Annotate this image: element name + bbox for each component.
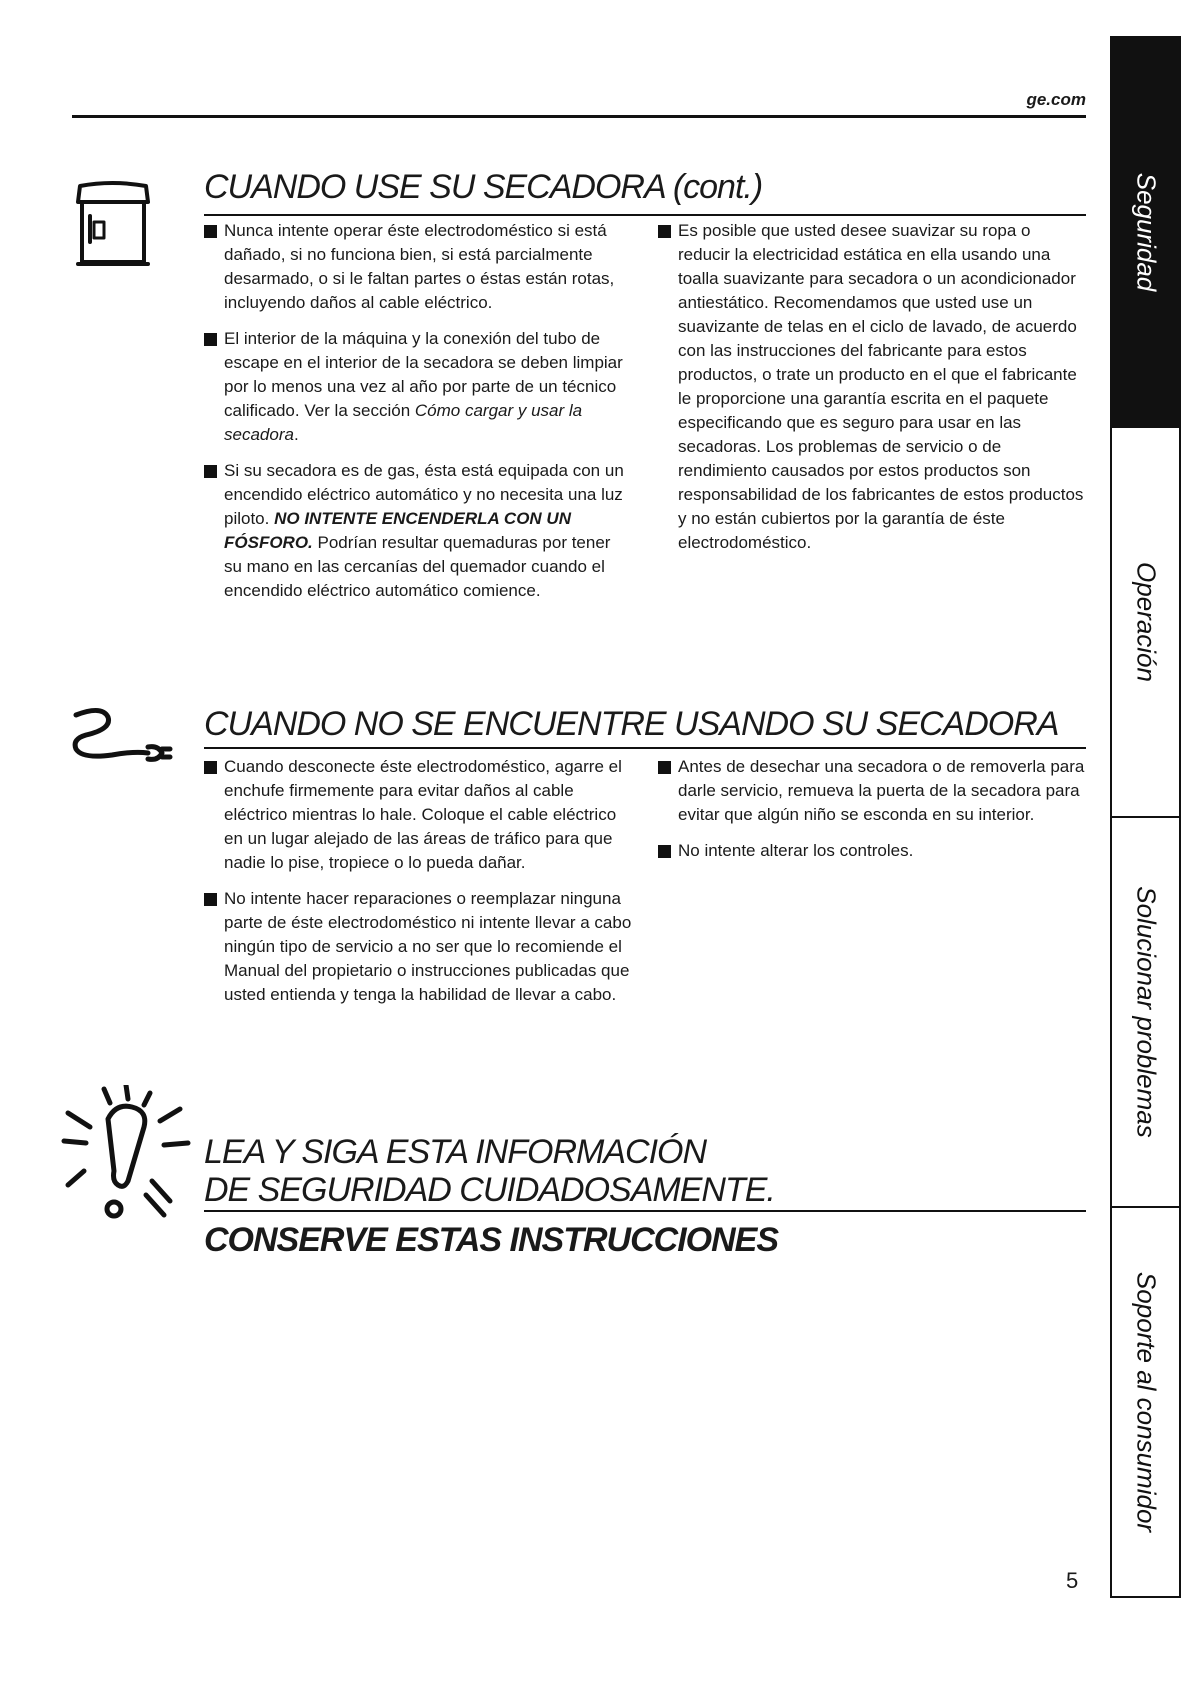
tab-operacion[interactable] [1110, 426, 1181, 818]
warning-rule [204, 1210, 1086, 1212]
left-column [204, 755, 632, 1019]
left-column [204, 219, 632, 615]
section-rule [204, 747, 1086, 749]
section-rule [204, 214, 1086, 216]
tab-seguridad[interactable] [1110, 36, 1181, 428]
caution-icon [60, 1085, 200, 1225]
page-number: 5 [1066, 1568, 1079, 1593]
bullet-item: Si su secadora es de gas, ésta está equipada con un encendido eléctrico automático y no necesita una luz piloto. NO INTENTE ENCENDERLA CON UN FÓSFORO. Podrían resultar quemaduras por tener su mano en las cercanías del quemador cuando el encendido eléctrico automático comience. [204, 459, 632, 603]
warning-line-2: DE SEGURIDAD CUIDADOSAMENTE. [204, 1171, 775, 1209]
right-column [658, 219, 1086, 567]
tab-label: Solucionar problemas [1131, 886, 1161, 1138]
bullet-item: Es posible que usted desee suavizar su ropa o reducir la electricidad estática en ella usando una toalla suavizante para secadora o un acondicionador antiestático. Recomendamos que usted use un suavizante de telas en el ciclo de lavado, de acuerdo con las instrucciones del fabricante para estos productos, o trate un producto en el que el fabricante le proporcione una garantía escrita en el paquete especificando que es seguro para usar en las secadoras. Los problemas de servicio o de rendimiento causados por estos productos son responsabilidad de los fabricantes de estos productos y no están cubiertos por la garantía de éste electrodoméstico. [658, 219, 1086, 555]
section-using-dryer [72, 168, 1086, 658]
tab-solucionar-problemas[interactable] [1110, 816, 1181, 1208]
bullet-item: Cuando desconecte éste electrodoméstico, agarre el enchufe firmemente para evitar daños al cable eléctrico mientras lo hale. Coloque el cable eléctrico en un lugar alejado de las áreas de tráfico para que nadie lo pise, tropiece o lo pueda dañar. [204, 755, 632, 875]
site-url: ge.com [1026, 90, 1086, 109]
bullet-item: El interior de la máquina y la conexión del tubo de escape en el interior de la secadora se deben limpiar por lo menos una vez al año por parte de un técnico calificado. Ver la sección Cómo cargar y usar la secadora. [204, 327, 632, 447]
tab-label: Operación [1131, 562, 1161, 682]
section-title: CUANDO NO SE ENCUENTRE USANDO SU SECADORA [204, 705, 1059, 743]
section-not-using-dryer [72, 705, 1086, 1045]
side-tabs [1110, 38, 1181, 1598]
bullet-item: No intente alterar los controles. [658, 839, 1086, 863]
tab-label: Soporte al consumidor [1131, 1271, 1161, 1533]
power-cord-icon [64, 705, 176, 767]
dryer-icon [74, 178, 152, 270]
bullet-item: Antes de desechar una secadora o de removerla para darle servicio, remueva la puerta de la secadora para evitar que algún niño se esconda en su interior. [658, 755, 1086, 827]
tab-label: Seguridad [1131, 172, 1161, 292]
bullet-item: No intente hacer reparaciones o reemplazar ninguna parte de éste electrodoméstico ni intente llevar a cabo ningún tipo de servicio a no ser que lo recomiende el Manual del propietario o instrucciones publicadas que usted entienda y tenga la habilidad de llevar a cabo. [204, 887, 632, 1007]
section-title: CUANDO USE SU SECADORA (cont.) [204, 168, 763, 206]
bullet-item: Nunca intente operar éste electrodoméstico si está dañado, si no funciona bien, si está parcialmente desarmado, o si le faltan partes o éstas están rotas, incluyendo daños al cable eléctrico. [204, 219, 632, 315]
warning-line-1: LEA Y SIGA ESTA INFORMACIÓN [204, 1133, 707, 1171]
keep-instructions: CONSERVE ESTAS INSTRUCCIONES [204, 1221, 779, 1259]
right-column [658, 755, 1086, 875]
top-rule [72, 115, 1086, 118]
tab-soporte-al-consumidor[interactable] [1110, 1206, 1181, 1598]
